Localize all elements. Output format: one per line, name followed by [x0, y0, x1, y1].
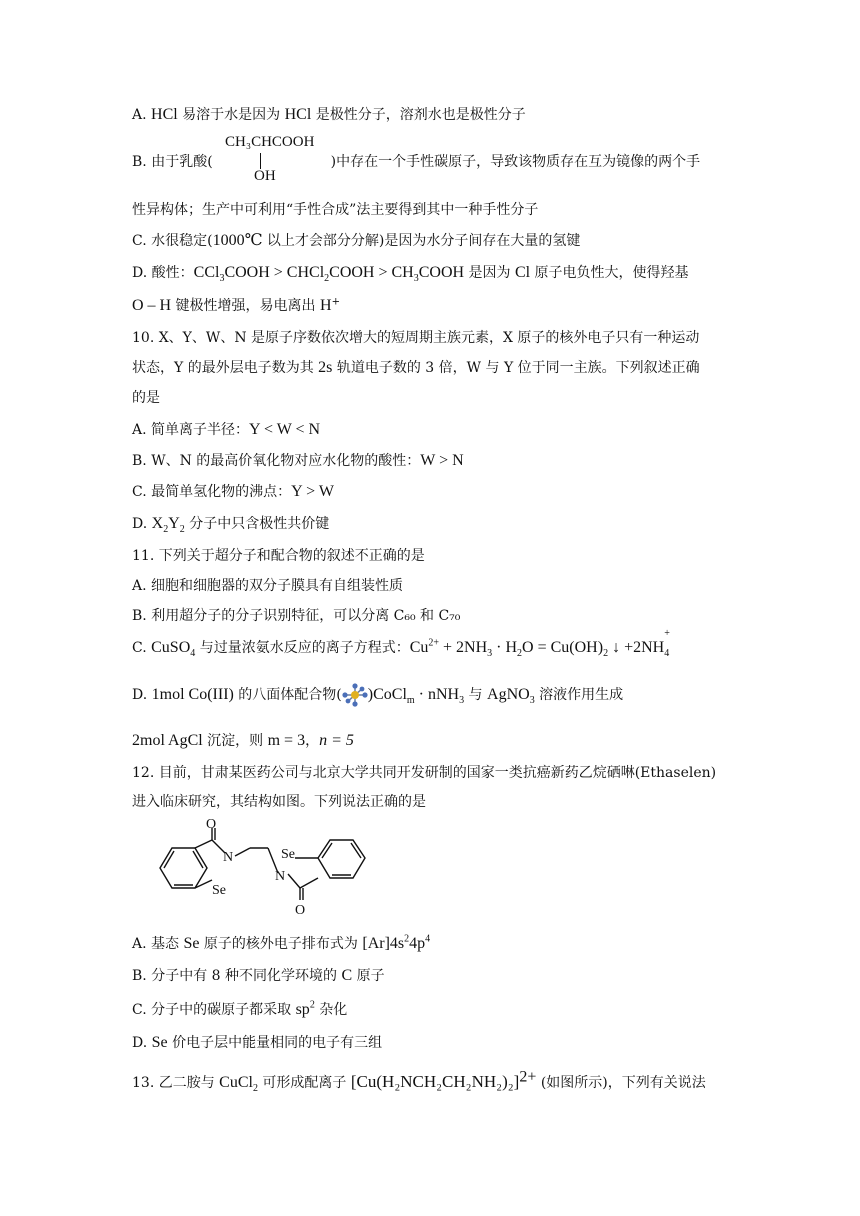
question-12-stem: 12. 目前，甘肃某医药公司与北京大学共同开发研制的国家一类抗癌新药乙烷硒啉(Ethaselen) [132, 765, 717, 781]
selenium-label-2: Se [281, 847, 295, 862]
question-10-stem: 10. X、Y、W、N 是原子序数依次增大的短周期主族元素，X 原子的核外电子只有一种运动 [132, 330, 700, 346]
question-10-stem-2: 状态，Y 的最外层电子数为其 2s 轨道电子数的 3 倍，W 与 Y 位于同一主族。下列叙述正确 [132, 359, 700, 376]
option-10c: C. 最简单氢化物的沸点：Y > W [132, 483, 334, 500]
option-10b: B. W、N 的最高价氧化物对应水化物的酸性：W > N [132, 452, 464, 469]
option-12a: A. 基态 Se 原子的核外电子排布式为 $[Ar]4s^24p^4$ [132, 933, 431, 952]
option-9a: A. HCl 易溶于水是因为 HCl 是极性分子，溶剂水也是极性分子 [132, 106, 526, 123]
option-9b: B. 由于乳酸( )中存在一个手性碳原子，导致该物质存在互为镜像的两个手 [132, 154, 701, 170]
oxygen-label-1: O [206, 818, 217, 832]
option-11d: D. 1mol Co(III) 的八面体配合物( )CoCl$_m$ · nNH$_3$ 与 AgNO$_3$ 溶液作用生成 [132, 683, 623, 707]
option-11d-cont: 2mol AgCl 沉淀，则 m = 3，n = 5 [132, 732, 354, 749]
option-10d: D. $X_2Y_2$ 分子中只含极性共价键 [132, 515, 330, 536]
ethaselen-structure [150, 818, 370, 918]
option-11c: C. CuSO$_4$ 与过量浓氨水反应的离子方程式：$Cu^{2+} + 2NH_3 \cdot H_2O = Cu(OH)_2$ ↓ +2NH + $_4$ [132, 627, 670, 660]
option-9b-cont: 性异构体；生产中可利用“手性合成”法主要得到其中一种手性分子 [132, 202, 539, 218]
question-13-stem: 13. 乙二胺与 CuCl$_2$ 可形成配离子 $[Cu(H_2NCH_2CH_2NH_2)_2]^{2+}$ (如图所示)，下列有关说法 [132, 1068, 706, 1095]
question-12-stem-2: 进入临床研究，其结构如图。下列说法正确的是 [132, 794, 426, 810]
lactic-acid-structure: CH₃CHCOOH OH [225, 134, 315, 184]
option-12b: B. 分子中有 8 种不同化学环境的 C 原子 [132, 967, 385, 984]
selenium-label-1: Se [212, 883, 226, 898]
option-12c: C. 分子中的碳原子都采取 $sp^2$ 杂化 [132, 999, 348, 1018]
option-12d: D. Se 价电子层中能量相同的电子有三组 [132, 1034, 383, 1051]
option-11a: A. 细胞和细胞器的双分子膜具有自组装性质 [132, 578, 404, 594]
oxygen-label-2: O [295, 903, 306, 918]
octahedral-complex-icon [342, 683, 368, 707]
option-9d-cont: O – H 键极性增强，易电离出 H+ [132, 296, 340, 314]
nitrogen-label-1: N [223, 850, 234, 865]
option-10a: A. 简单离子半径：Y < W < N [132, 421, 321, 438]
nitrogen-label-2: N [275, 869, 286, 884]
option-9c: C. 水很稳定(1000℃ 以上才会部分分解)是因为水分子间存在大量的氢键 [132, 232, 581, 249]
question-11-stem: 11. 下列关于超分子和配合物的叙述不正确的是 [132, 548, 425, 564]
option-11b: B. 利用超分子的分子识别特征，可以分离 C₆₀ 和 C₇₀ [132, 608, 461, 624]
option-9d: D. 酸性：CCl$_3$COOH > CHCl$_2$COOH > $CH_3COOH$ 是因为 Cl 原子电负性大，使得羟基 [132, 264, 689, 285]
question-10-stem-3: 的是 [132, 390, 160, 406]
